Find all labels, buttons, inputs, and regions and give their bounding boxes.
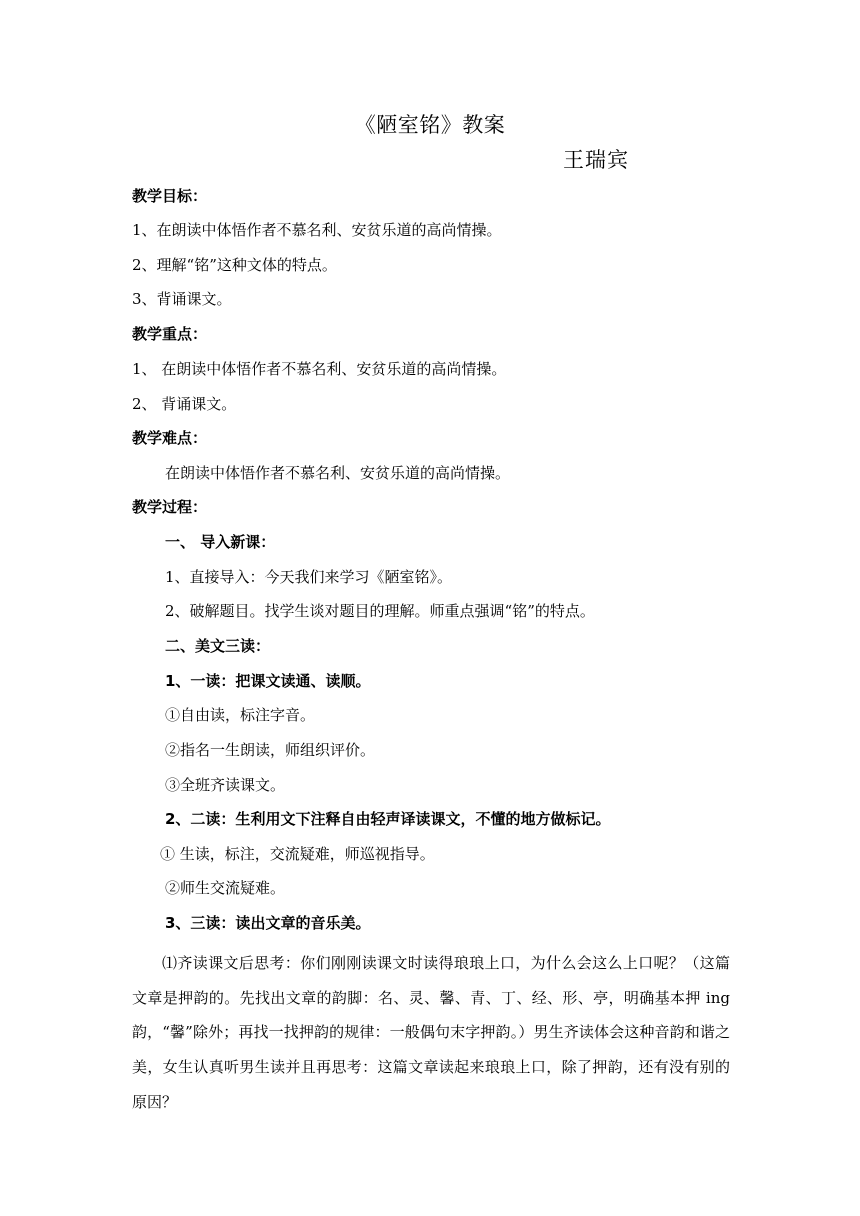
- read1-item: ①自由读，标注字音。: [165, 706, 316, 724]
- read1-item: ②指名一生朗读，师组织评价。: [165, 741, 376, 759]
- read2-heading: 2、二读：生利用文下注释自由轻声译读课文，不懂的地方做标记。: [165, 810, 611, 828]
- read1-item: ③全班齐读课文。: [165, 776, 286, 794]
- focus-item: 2、 背诵课文。: [132, 395, 237, 413]
- section2-heading: 二、美文三读：: [165, 637, 271, 655]
- read3-paragraph: ⑴齐读课文后思考：你们刚刚读课文时读得琅琅上口，为什么会这么上口呢？（这篇文章是押韵的。先找出文章的韵脚：名、灵、馨、青、丁、经、形、亭，明确基本押 ing 韵，“馨”除外；再找一找押韵的规律：一般偶句末字押韵。）男生齐读体会这种音韵和谐之美，女生认真听男生读并且再思考：这篇文章读起来琅琅上口，除了押韵，还有没有别的原因？: [132, 954, 730, 1111]
- process-heading: 教学过程：: [132, 498, 208, 516]
- focus-item: 1、 在朗读中体悟作者不慕名利、安贫乐道的高尚情操。: [132, 360, 507, 378]
- difficulty-text: 在朗读中体悟作者不慕名利、安贫乐道的高尚情操。: [165, 464, 511, 482]
- read3-heading: 3、三读：读出文章的音乐美。: [165, 914, 371, 932]
- objectives-heading: 教学目标：: [132, 187, 208, 205]
- read1-heading: 1、一读：把课文读通、读顺。: [165, 672, 371, 690]
- document-title: 《陋室铭》教案: [354, 113, 506, 137]
- section1-heading: 一、 导入新课：: [165, 533, 276, 551]
- objective-item: 1、在朗读中体悟作者不慕名利、安贫乐道的高尚情操。: [132, 221, 502, 239]
- read2-item: ②师生交流疑难。: [165, 879, 286, 897]
- difficulty-heading: 教学难点：: [132, 429, 208, 447]
- section1-item: 1、直接导入：今天我们来学习《陋室铭》。: [165, 568, 453, 586]
- read2-item: ① 生读，标注，交流疑难，师巡视指导。: [160, 845, 435, 863]
- author-name: 王瑞宾: [563, 148, 629, 172]
- section1-item: 2、破解题目。找学生谈对题目的理解。师重点强调“铭”的特点。: [165, 602, 595, 620]
- objective-item: 3、背诵课文。: [132, 290, 232, 308]
- focus-heading: 教学重点：: [132, 325, 208, 343]
- objective-item: 2、理解“铭”这种文体的特点。: [132, 256, 337, 274]
